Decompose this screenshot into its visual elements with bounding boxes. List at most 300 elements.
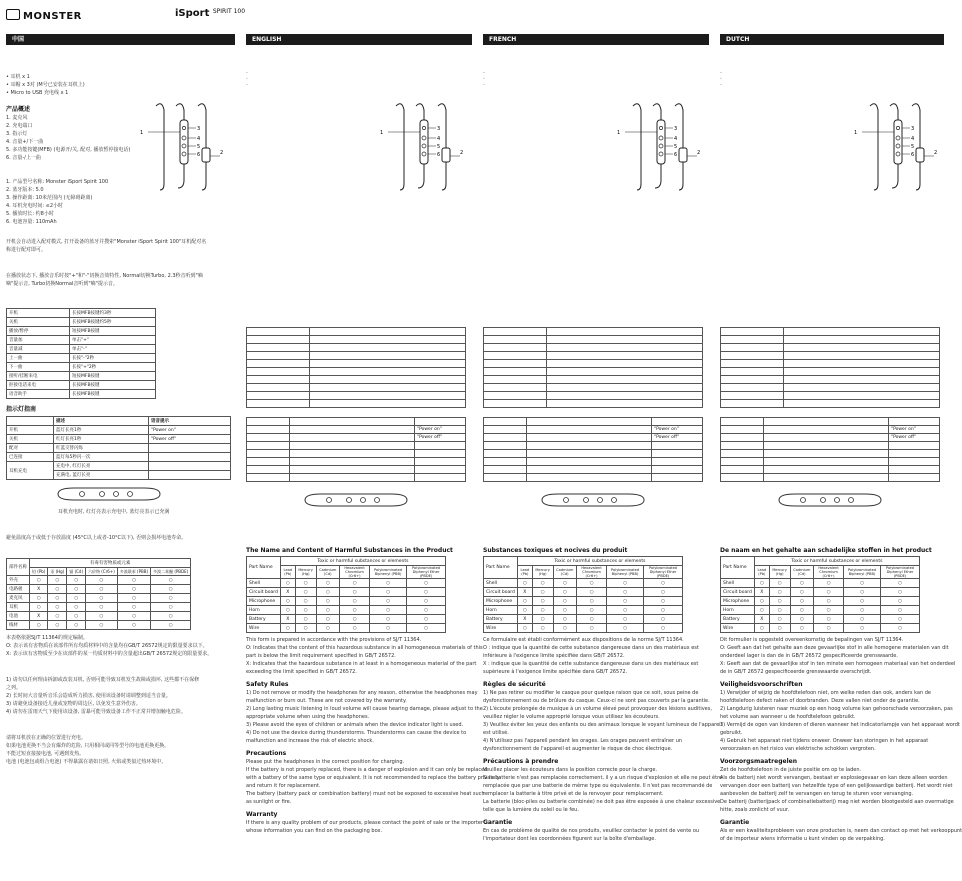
safety-item: 4) N'utilisez pas l'appareil pendant les orages. Les orages peuvent entraîner un [483,738,683,744]
safety-item: 2) Langdurig luisteren naar muziek op een hoog volume kan gehoorschade veroorzaken, pas [720,706,953,712]
haz-value: ○ [577,579,607,588]
precaution-item: Zet de hoofdtelefoon in de juiste positie om op te laden. [720,767,862,773]
haz-col: Hexavalent Chromium (Cr6+) [340,566,370,579]
haz-value: ○ [607,606,644,615]
diagram-label: 6 [197,152,201,158]
haz-value: ○ [295,606,316,615]
op-name: 播放/暂停 [7,327,70,336]
overview-item: 2. 充电端口 [6,123,33,129]
diagram-label: 2 [934,150,938,156]
precaution-item: Si la batterie n'est pas remplacée correctement, il y a un risque d'explosion et elle ne peut être [483,775,723,781]
safety-item: dysfonctionnement ou de brûlure du casque. Ceux-ci ne sont pas couverts par la garantie. [483,698,710,704]
diagram-label: 5 [674,144,678,150]
ind-desc: 红灯长亮1秒 [54,435,149,444]
haz-part: Battery [247,615,281,624]
haz-col: Mercury (Hg) [769,566,790,579]
haz-group-title: Toxic or harmful substances or elements [517,557,682,566]
indicator-table [720,417,940,482]
table-row [7,345,156,354]
ind-voice [889,442,940,450]
overview-item: 6. 音量-/上一曲 [6,155,41,161]
haz-value: X [754,615,769,624]
haz-part: Circuit board [484,588,518,597]
table-row [484,434,703,442]
haz-value: ○ [790,606,814,615]
hazard-title: De naam en het gehalte aan schadelijke stoffen in het product [720,547,932,554]
hazard-note: 本表格依据SJ/T 11364的规定编制。 [6,635,88,641]
table-row [721,458,940,466]
ind-voice [889,418,940,426]
haz-value: ○ [754,624,769,633]
haz-value: ○ [295,615,316,624]
haz-value: ○ [754,579,769,588]
operation-table [6,308,156,399]
diagram-label: 4 [911,136,915,142]
haz-value: ○ [295,588,316,597]
table-row [247,624,446,633]
overview-item: 3. 指示灯 [6,131,28,137]
precaution-item: telle que la lumière du soleil ou le feu. [483,807,579,813]
table-row [247,606,446,615]
haz-value: ○ [844,624,881,633]
haz-value: ○ [607,624,644,633]
diagram-label: 1 [854,130,858,136]
precaution-item: Please put the headphones in the correct position for charging. [246,759,405,765]
spec-item: 3. 操作距离: 10米范围内 (无障碍距离) [6,195,93,201]
haz-value: ○ [844,579,881,588]
haz-value: ○ [644,597,683,606]
haz-part: Microphone [247,597,281,606]
warranty-item: If there is any quality problem of our products, please contact the point of sale or the importer [246,820,483,826]
ind-desc: 充满电, 蓝灯长亮 [54,471,149,480]
table-row [484,352,703,360]
diagram-label: 3 [674,126,678,132]
table-row [484,360,703,368]
diagram-label: 1 [617,130,621,136]
hazard-note: Dit formulier is opgesteld overeenkomstig de bepalingen van SJ/T 11364. [720,637,904,643]
haz-value: ○ [814,624,844,633]
indicator-table [246,417,466,482]
haz-value: ○ [607,597,644,606]
table-row [484,376,703,384]
table-row [484,450,703,458]
ind-voice [652,450,703,458]
table-row [7,336,156,345]
ind-state: 关机 [7,435,54,444]
safety-item: veroorzaken en het risico van elektrische schokken vergroten. [720,746,876,752]
haz-value: ○ [881,606,920,615]
haz-value: ○ [881,597,920,606]
table-row [247,384,466,392]
haz-value: ○ [814,588,844,597]
haz-col: 多溴二苯醚 (PBDE) [151,568,191,576]
indicator-table [483,417,703,482]
haz-value: ○ [607,588,644,597]
table-row [484,579,683,588]
ind-voice [652,442,703,450]
haz-value: ○ [769,588,790,597]
table-row [247,400,466,408]
box-item: • Micro to USB 充电线 x 1 [6,90,69,96]
hazard-note: inférieure à l'exigence limite spécifiée dans GB/T 26572. [483,653,625,659]
warranty-item: whose information you can find on the packaging box. [246,828,383,834]
haz-value: ○ [577,615,607,624]
monster-logo [6,9,82,22]
haz-value: ○ [407,588,446,597]
box-item: • 耳帽 x 3对 (M号已安装在耳机上) [6,82,85,88]
haz-value: ○ [644,606,683,615]
haz-col: Polybrominated Diphenyl Ether (PBDE) [407,566,446,579]
safety-item: hoofdtelefoon defect raken of doorbranden. Deze vallen niet onder de garantie. [720,698,920,704]
column-title-text: FRENCH [489,36,517,43]
ind-voice: "Power off" [652,434,703,442]
haz-value: ○ [553,597,577,606]
haz-part: Battery [721,615,755,624]
haz-value: ○ [532,588,553,597]
op-name: 接听/挂断来电 [7,372,70,381]
table-row [484,557,683,566]
table-row [721,376,940,384]
warranty-item: En cas de problème de qualité de nos produits, veuillez contacter le point de vente ou [483,828,700,834]
column-title [483,34,709,45]
table-row [721,588,920,597]
indicator-title: 指示灯指南 [6,406,37,413]
safety-item: malfunction and increase the risk of electric shock. [246,738,374,744]
temperature-note: 避免温度高于或低于存放温度 (45°C以上或者-10°C以下), 否则会损坏电池寿命。 [6,535,187,541]
precaution-item: aanbevolen de batterij zelf te vervangen en terug te sturen voor vervanging. [720,791,914,797]
haz-value: ○ [316,579,340,588]
haz-value: ○ [316,615,340,624]
safety-title: Safety Rules [246,681,289,688]
table-row [484,466,703,474]
diagram-label: 6 [911,152,915,158]
haz-value: ○ [517,624,532,633]
haz-part: Wire [484,624,518,633]
spec-item: 1. 产品型号名称: Monster iSport Spirit 100 [6,179,109,185]
table-row [247,352,466,360]
haz-value: ○ [769,615,790,624]
ind-voice [889,466,940,474]
precaution-item: as sunlight or fire. [246,799,292,805]
mode-text: 在播放状态下, 播放音乐时按"+"和"-"切换音效特性, Normal切换Turbo, 2.3秒音听到"嘀 [6,273,203,279]
diagram-label: 4 [197,136,201,142]
haz-value: ○ [754,606,769,615]
op-action: 单击"-" [70,345,156,354]
table-row [721,434,940,442]
haz-value: X [280,615,295,624]
haz-part: Circuit board [721,588,755,597]
haz-part: Circuit board [247,588,281,597]
table-row [484,606,683,615]
haz-value: ○ [881,615,920,624]
table-row [484,442,703,450]
table-row [721,466,940,474]
haz-value: ○ [844,606,881,615]
haz-value: ○ [644,579,683,588]
haz-col: Hexavalent Chromium (Cr6+) [577,566,607,579]
haz-value: ○ [881,624,920,633]
haz-value: ○ [370,606,407,615]
diagram-label: 5 [197,144,201,150]
column-title [246,34,472,45]
table-row [247,360,466,368]
precaution-item: De batterij (batterijpack of combinatiebatterij) mag niet worden blootgesteld aan overmatige [720,799,954,805]
op-action: 长按MFB按键约5秒 [70,318,156,327]
ind-voice [415,466,466,474]
precaution-item: The battery (battery pack or combination battery) must not be exposed to excessive heat such [246,791,485,797]
haz-value: ○ [295,579,316,588]
table-row [7,318,156,327]
haz-value: ○ [295,624,316,633]
precaution-item: 如果电池更换不当会有爆炸的危险, 只用相同或同等型号的电池更换更换。 [6,743,170,749]
haz-value: X [754,588,769,597]
haz-value: ○ [881,579,920,588]
table-row [247,466,466,474]
table-row [247,597,446,606]
precaution-item: remplacée que par une batterie de même type ou équivalente. Il n'est pas recommandé de [483,783,713,789]
page-header [0,0,950,30]
haz-col: Lead (Pb) [517,566,532,579]
earphone-diagram [613,96,703,196]
haz-value: ○ [280,606,295,615]
haz-value: ○ [754,597,769,606]
hazard-note: Ce formulaire est établi conformément aux dispositions de la norme SJ/T 11364. [483,637,684,643]
haz-value: ○ [553,588,577,597]
ind-voice [149,462,231,471]
overview-item: 1. 麦克风 [6,115,28,121]
table-row [484,458,703,466]
table-row [247,376,466,384]
diagram-label: 5 [911,144,915,150]
safety-item: est utilisé. [483,730,509,736]
table-row: 麦克风 ○ ○ ○ ○ ○ ○ [7,594,191,603]
table-row [247,450,466,458]
table-row [247,336,466,344]
product-name: iSport [175,8,210,19]
haz-value: ○ [644,615,683,624]
product-title [175,8,245,19]
diagram-label: 2 [460,150,464,156]
haz-value: ○ [814,579,844,588]
diagram-label: 4 [674,136,678,142]
haz-group-title: 有毒有害物质或元素 [30,559,191,568]
haz-col: Polybrominated Diphenyl Ether (PBDE) [881,566,920,579]
haz-value: ○ [814,597,844,606]
diagram-label: 3 [197,126,201,132]
table-row [484,400,703,408]
hazard-note: O : indique que la quantité de cette substance dangereuse dans un des matériaux est [483,645,699,651]
ind-state: 已连接 [7,453,54,462]
haz-value: ○ [553,624,577,633]
haz-value: ○ [790,624,814,633]
op-name: 开机 [7,309,70,318]
haz-part: Wire [721,624,755,633]
warranty-title: Garantie [483,819,513,826]
haz-col: 镉 (Cd) [67,568,86,576]
haz-value: ○ [790,579,814,588]
table-row [721,384,940,392]
table-row [721,450,940,458]
haz-value: ○ [370,579,407,588]
spec-item: 5. 播放时长: 约8小时 [6,211,54,217]
table-row [721,606,920,615]
hazard-note: X: Indicates that the hazardous substance in at least in a homogeneous material of the part [246,661,477,667]
hazard-table [246,556,446,633]
box-item: • 耳机 x 1 [6,74,30,80]
table-row [484,328,703,336]
table-row [247,557,446,566]
haz-part: Battery [484,615,518,624]
table-row [247,368,466,376]
table-row [484,597,683,606]
precautions-title: Voorzorgsmaatregelen [720,758,797,765]
table-row [7,568,191,576]
haz-value: ○ [814,606,844,615]
haz-value: ○ [340,588,370,597]
op-name: 下一曲 [7,363,70,372]
safety-item: 2) Long lasting music listening in loud volume will cause hearing damage, please adjust to the [246,706,483,712]
table-row [247,418,466,426]
table-row [721,624,920,633]
diagram-label: 1 [140,130,144,136]
hazard-note: This form is prepared in accordance with the provisions of SJ/T 11364. [246,637,422,643]
precaution-item: If the battery is not properly replaced, there is a danger of explosion and it can only be replaced [246,767,488,773]
haz-part: Horn [721,606,755,615]
precaution-item: La batterie (bloc-piles ou batterie combinée) ne doit pas être exposée à une chaleur excessive [483,799,721,805]
haz-value: ○ [577,588,607,597]
ind-desc: 红蓝交替闪烁 [54,444,149,453]
ind-state: 耳机充电 [7,462,54,480]
charging-illustration [54,484,164,504]
haz-value: ○ [607,579,644,588]
haz-value: ○ [577,624,607,633]
haz-value: ○ [280,579,295,588]
hazard-title: The Name and Content of Harmful Substances in the Product [246,547,453,554]
earphone-diagram [376,96,466,196]
spec-item: 4. 耳机充电时间: ≤2小时 [6,203,64,209]
warranty-item: l'importateur dont les coordonnées figurent sur la boîte d'emballage. [483,836,656,842]
haz-value: ○ [370,615,407,624]
precautions-title: Precautions [246,750,287,757]
table-row: 电池 X ○ ○ ○ ○ ○ [7,612,191,621]
haz-value: ○ [316,588,340,597]
product-subname: SPIRIT 100 [212,8,246,15]
haz-col: Mercury (Hg) [532,566,553,579]
hazard-note: X: Geeft aan dat de gevaarlijke stof in ten minste een homogeen materiaal van het onderdeel [720,661,956,667]
haz-value: ○ [769,606,790,615]
table-row [721,352,940,360]
safety-item: veuillez régler le volume approprié lorsque vous utilisez les écouteurs. [483,714,660,720]
haz-value: ○ [316,606,340,615]
haz-value: ○ [295,597,316,606]
precaution-item: 不能过短直接接电池, 可遇到发热。 [6,751,85,757]
ind-voice [652,474,703,482]
table-row [484,624,683,633]
operation-table [483,327,703,408]
table-row [7,390,156,399]
warranty-item: of de importeur wiens informatie u kunt vinden op de verpakking. [720,836,885,842]
safety-item: 1) Ne pas retirer ou modifier le casque pour quelque raison que ce soit, sous peine de [483,690,699,696]
table-row [721,597,920,606]
ind-voice [149,471,231,480]
diagram-label: 2 [220,150,224,156]
haz-col: 六价铬 (Cr6+) [86,568,118,576]
safety-item: 4) Gebruik het apparaat niet tijdens onweer. Onweer kan storingen in het apparaat [720,738,929,744]
safety-item: gebruikt. [720,730,743,736]
table-row [721,360,940,368]
haz-value: ○ [553,579,577,588]
hazard-table [720,556,920,633]
haz-col: Polybrominated Biphenyl (PBB) [607,566,644,579]
ind-voice [415,450,466,458]
safety-item: 4) Do not use the device during thunderstorms. Thunderstorms can cause the device to [246,730,467,736]
ind-desc: 蓝灯长亮1秒 [54,426,149,435]
haz-value: ○ [407,606,446,615]
haz-value: ○ [407,579,446,588]
table-row [247,474,466,482]
haz-part: Wire [247,624,281,633]
haz-value: ○ [532,624,553,633]
box-placeholder: · · · [483,70,485,89]
table-row [7,559,191,568]
haz-col: Polybrominated Biphenyl (PBB) [370,566,407,579]
hazard-note: onderdeel lager is dan de in GB/T 26572 gespecificeerde grenswaarde. [720,653,898,659]
ind-voice: "Power off" [149,435,231,444]
ind-voice [415,442,466,450]
haz-part: Microphone [721,597,755,606]
precaution-item: 电池 (电池包或组合电池) 不得暴露在诸如日照, 火焰或类似过热环境中。 [6,759,167,765]
pairing-text: 开机会自动进入配对模式, 打开设备的蓝牙并搜索"Monster iSport Spirit 100"耳机配对名 [6,239,207,245]
warranty-item: Als er een kwaliteitsprobleem van onze producten is, neem dan contact op met het verkooppunt [720,828,962,834]
table-row: 电路板 X ○ ○ ○ ○ ○ [7,585,191,594]
haz-value: ○ [881,588,920,597]
precaution-item: 请将耳机放在正确的位置进行充电。 [6,735,87,741]
table-row: 耳机 ○ ○ ○ ○ ○ ○ [7,603,191,612]
haz-value: ○ [769,624,790,633]
safety-item: 2) 长时间大音量听音乐会造成听力损害, 使用该设备时请调整到适当音量。 [6,693,171,699]
precaution-item: with a battery of the same type or equivalent. It is not recommended to replace the battery privately [246,775,500,781]
table-row [484,474,703,482]
haz-value: ○ [370,624,407,633]
haz-value: ○ [844,588,881,597]
spec-item: 2. 蓝牙版本: 5.0 [6,187,44,193]
ind-voice [415,474,466,482]
haz-value: ○ [607,615,644,624]
safety-item: 3) Please avoid the eyes of children or animals when the device indicator light is used. [246,722,464,728]
table-row [721,328,940,336]
charging-illustration [538,490,648,510]
table-row [7,435,231,444]
haz-value: ○ [814,615,844,624]
charging-illustration [775,490,885,510]
haz-col: Cadmium (Cd) [790,566,814,579]
haz-value: ○ [553,615,577,624]
table-row [721,400,940,408]
safety-item: 3) Veuillez éviter les yeux des enfants ou des animaux lorsque le voyant lumineux de l'appareil [483,722,722,728]
haz-value: ○ [532,615,553,624]
haz-value: ○ [316,624,340,633]
earphone-diagram [136,96,226,196]
ind-voice [415,418,466,426]
hazard-note: O: Geeft aan dat het gehalte aan deze gevaarlijke stof in alle homogene materialen van dit [720,645,949,651]
table-row [484,344,703,352]
table-row [484,418,703,426]
haz-value: ○ [644,624,683,633]
haz-col: Mercury (Hg) [295,566,316,579]
table-row [721,336,940,344]
table-row [7,309,156,318]
table-row [721,615,920,624]
